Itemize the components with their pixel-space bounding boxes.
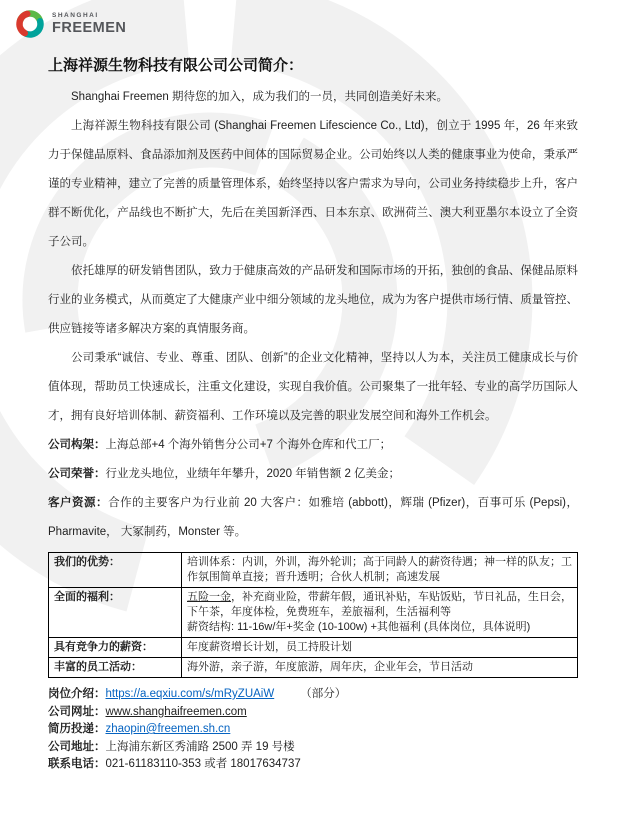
table-row-value: 培训体系：内训，外训，海外轮训；高于同龄人的薪资待遇；神一样的队友；工作氛围简单直接；晋升透明；合伙人机制；高速发展 (182, 553, 578, 588)
benefits-table (48, 552, 578, 678)
table-row-label: 丰富的员工活动： (49, 658, 182, 678)
company-address-line (48, 739, 578, 757)
job-intro-line (48, 686, 578, 704)
contact-phone-text: 021-61183110-353 或者 18017634737 (105, 758, 301, 770)
salary-structure-text: 薪资结构: 11-16w/年+奖金 (10-100w) +其他福利 (具体岗位，具体说明) (187, 621, 531, 633)
company-address-text: 上海浦东新区秀浦路 2500 弄 19 号楼 (105, 740, 295, 753)
culture-paragraph: 公司秉承“诚信、专业、尊重、团队、创新”的企业文化精神，坚持以人为本，关注员工健康成长与价值体现，帮助员工快速成长，注重文化建设，实现自我价值。公司聚集了一批年轻、专业的高学历国际人才，拥有良好培训体制、薪资福利、工作环境以及完善的职业发展空间和海外工作机会。 (48, 352, 578, 422)
resume-email-link[interactable]: zhaopin@freemen.sh.cn (105, 723, 231, 735)
company-structure-line (48, 431, 578, 460)
company-structure-text: 上海总部+4 个海外销售分公司+7 个海外仓库和代工厂； (105, 439, 392, 451)
customer-resources-text: 合作的主要客户为行业前 20 大客户：如雅培 (abbott)，辉瑞 (Pfizer)，百事可乐 (Pepsi)，Pharmavite， 大冢制药，Monster 等。 (48, 497, 578, 538)
company-history-paragraph: 上海祥源生物科技有限公司 (Shanghai Freemen Lifescience Co., Ltd)，创立于 1995 年，26 年来致力于保健品原料、食品添加剂及医药中间体的国际贸易企业。公司始终以人类的健康事业为使命，秉承严谨的专业精神，建立了完善的质量管理体系，始终坚持以客户需求为导向，公司业务持续稳步上升，客户群不断优化，产品线也不断扩大，先后在美国新泽西、日本东京、欧洲荷兰、澳大利亚墨尔本设立了全资子公司。 (48, 120, 578, 248)
company-address-label: 公司地址： (48, 740, 106, 753)
company-logo (14, 8, 126, 40)
contact-block (48, 686, 578, 774)
resume-email-line (48, 721, 578, 739)
page-title: 上海祥源生物科技有限公司公司简介： (48, 57, 304, 74)
company-website-link[interactable]: www.shanghaifreemen.com (105, 705, 247, 718)
table-row-advantages (49, 553, 578, 588)
table-row-label: 我们的优势： (49, 553, 182, 588)
intro-paragraph: Shanghai Freemen 期待您的加入，成为我们的一员，共同创造美好未来。 (71, 91, 449, 103)
logo-wordmark (52, 13, 126, 35)
freemen-swirl-icon (14, 8, 46, 40)
table-row-label: 全面的福利： (49, 588, 182, 638)
table-row-value: 年度薪资增长计划，员工持股计划 (182, 638, 578, 658)
table-row-value (182, 588, 578, 638)
company-honor-label: 公司荣誉： (48, 468, 106, 480)
job-intro-link[interactable]: https://a.eqxiu.com/s/mRyZUAiW (105, 688, 275, 700)
welfare-underlined-text: 五险一金 (187, 591, 231, 603)
company-honor-line (48, 460, 578, 489)
company-website-line (48, 704, 578, 722)
logo-freemen-text: FREEMEN (52, 19, 127, 36)
table-row-salary (49, 638, 578, 658)
job-intro-label: 岗位介绍： (48, 688, 106, 700)
table-row-activities (49, 658, 578, 678)
business-model-paragraph: 依托雄厚的研发销售团队，致力于健康高效的产品研发和国际市场的开拓，独创的食品、保健品原料行业的业务模式，从而奠定了大健康产业中细分领域的龙头地位，成为为客户提供市场行情、质量管控、供应链接等诸多解决方案的真情服务商。 (48, 265, 578, 335)
customer-resources-label: 客户资源： (48, 497, 109, 509)
welfare-rest-text: ，补充商业险，带薪年假，通讯补贴，车贴饭贴，节日礼品，生日会，下午茶，年度体检，免费班车，差旅福利，生活福利等 (187, 591, 572, 618)
job-intro-suffix: （部分） (300, 688, 347, 700)
contact-phone-line (48, 756, 578, 774)
resume-email-label: 简历投递： (48, 723, 106, 735)
company-website-label: 公司网址： (48, 705, 106, 718)
company-structure-label: 公司构架： (48, 439, 106, 451)
logo-shanghai-text: SHANGHAI (52, 12, 99, 19)
table-row-label: 具有竞争力的薪资： (49, 638, 182, 658)
company-honor-text: 行业龙头地位，业绩年年攀升，2020 年销售额 2 亿美金； (105, 468, 401, 480)
customer-resources-line (48, 489, 578, 547)
table-row-welfare (49, 588, 578, 638)
contact-phone-label: 联系电话： (48, 758, 106, 770)
table-row-value: 海外游，亲子游，年度旅游，周年庆，企业年会，节日活动 (182, 658, 578, 678)
